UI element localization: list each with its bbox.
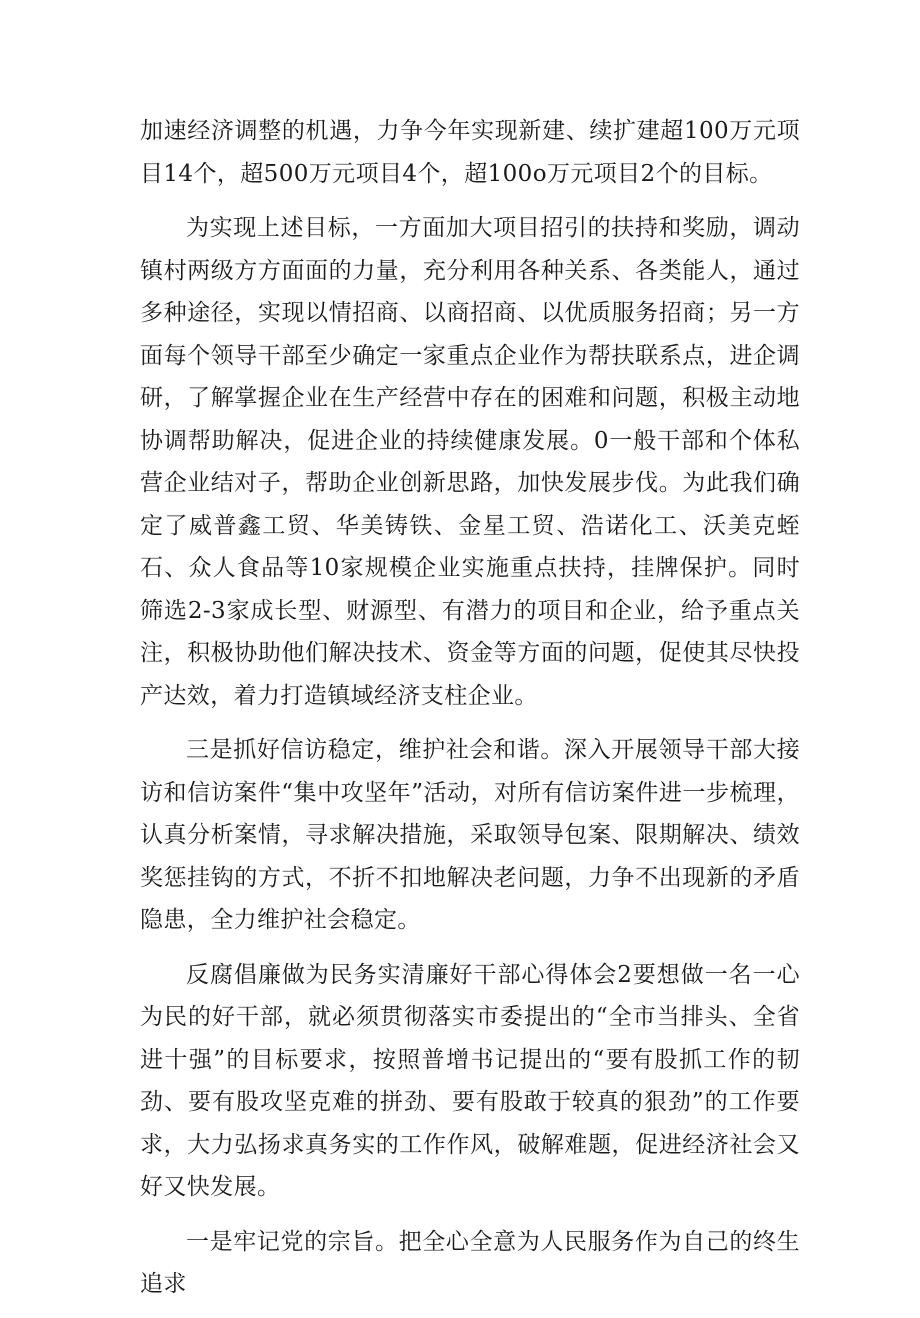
paragraph-3: 三是抓好信访稳定，维护社会和谐。深入开展领导干部大接访和信访案件“集中攻坚年”活动，对所有信访案件进一步梳理，认真分析案情，寻求解决措施，采取领导包案、限期解决、绩效奖惩挂钩的方式，不折不扣地解决老问题，力争不出现新的矛盾隐患，全力维护社会稳定。 xyxy=(140,737,800,933)
paragraph-2: 为实现上述目标，一方面加大项目招引的扶持和奖励，调动镇村两级方方面面的力量，充分利用各种关系、各类能人，通过多种途径，实现以情招商、以商招商、以优质服务招商；另一方面每个领导干部至少确定一家重点企业作为帮扶联系点，进企调研，了解掌握企业在生产经营中存在的困难和问题，积极主动地协调帮助解决，促进企业的持续健康发展。0一般干部和个体私营企业结对子，帮助企业创新思路，加快发展步伐。为此我们确定了威普鑫工贸、华美铸铁、金星工贸、浩诺化工、沃美克蛭石、众人食品等10家规模企业实施重点扶持，挂牌保护。同时筛选2-3家成长型、财源型、有潜力的项目和企业，给予重点关注，积极协助他们解决技术、资金等方面的问题，促使其尽快投产达效，着力打造镇域经济支柱企业。 xyxy=(140,215,800,709)
paragraph-1: 加速经济调整的机遇，力争今年实现新建、续扩建超100万元项目14个，超500万元项目4个，超100o万元项目2个的目标。 xyxy=(140,118,800,187)
paragraph-4: 反腐倡廉做为民务实清廉好干部心得体会2要想做一名一心为民的好干部，就必须贯彻落实市委提出的“全市当排头、全省进十强”的目标要求，按照普增书记提出的“要有股抓工作的韧劲、要有股攻坚克难的拼劲、要有股敢于较真的狠劲”的工作要求，大力弘扬求真务实的工作作风，破解难题，促进经济社会又好又快发展。 xyxy=(140,961,800,1200)
document-body xyxy=(140,110,800,1318)
paragraph-5: 一是牢记党的宗旨。把全心全意为人民服务作为自己的终生追求 xyxy=(140,1228,800,1297)
